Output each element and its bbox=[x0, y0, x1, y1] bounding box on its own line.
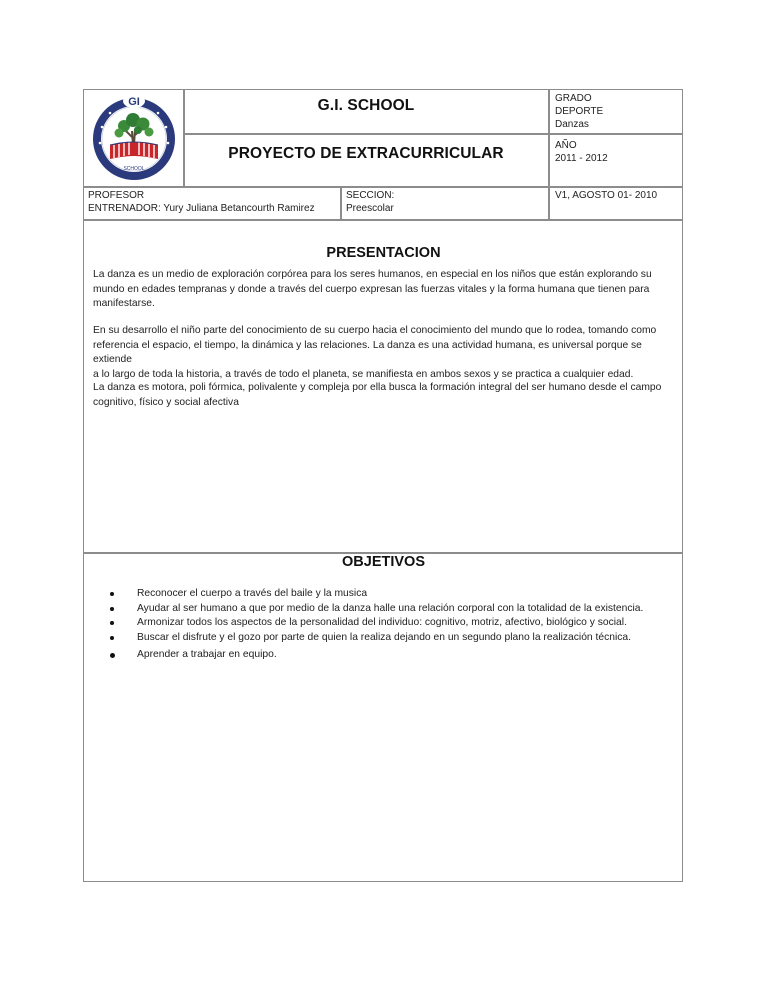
seccion-label: SECCION: bbox=[346, 190, 395, 201]
grado-sport: DEPORTE bbox=[555, 106, 604, 117]
objetivos-heading: OBJETIVOS bbox=[342, 554, 425, 570]
profesor-label: PROFESOR bbox=[88, 190, 145, 201]
list-item-text: Ayudar al ser humano a que por medio de la danza halle una relación corporal con la totalidad de la existencia. bbox=[137, 602, 644, 614]
school-name: G.I. SCHOOL bbox=[317, 97, 415, 114]
bullet-icon bbox=[110, 636, 114, 640]
text-line: En su desarrollo el niño parte del conocimiento de su cuerpo hacia el conocimiento del mundo que lo rodea, tomando como bbox=[93, 325, 657, 336]
objetivos-list bbox=[110, 587, 643, 663]
divider-header-row2 bbox=[83, 186, 683, 188]
bullet-icon bbox=[110, 607, 114, 611]
list-item-text: Reconocer el cuerpo a través del baile y la musica bbox=[137, 588, 368, 599]
school-crest-icon bbox=[88, 93, 180, 183]
text-line: a lo largo de toda la historia, a través de todo el planeta, se manifiesta en ambos sexos y se practica a cualquier edad. bbox=[93, 368, 634, 380]
text-line: La danza es motora, poli fórmica, polivalente y compleja por ella busca la formación integral del ser humano desde el campo bbox=[93, 382, 662, 393]
bullet-icon bbox=[110, 592, 114, 596]
presentacion-paragraph-3 bbox=[93, 381, 678, 410]
list-item-text: Aprender a trabajar en equipo. bbox=[137, 649, 277, 661]
divider-title-right bbox=[548, 89, 550, 219]
bullet-icon bbox=[110, 653, 115, 658]
divider-header-bottom bbox=[83, 219, 683, 221]
grado-discipline: Danzas bbox=[555, 119, 589, 130]
project-title: PROYECTO DE EXTRACURRICULAR bbox=[228, 145, 504, 162]
presentacion-paragraph-1 bbox=[93, 268, 678, 312]
text-line: La danza es un medio de exploración corpórea para los seres humanos, en especial en los niños que están explorando su bbox=[93, 269, 652, 280]
anio-cell bbox=[555, 139, 608, 165]
seccion-cell bbox=[346, 189, 394, 215]
svg-text:GI: GI bbox=[128, 96, 140, 108]
divider-title-middle bbox=[183, 133, 683, 135]
svg-text:SCHOOL: SCHOOL bbox=[123, 166, 145, 172]
list-item-text: Buscar el disfrute y el gozo por parte de quien la realiza dejando en un segundo plano la realización técnica. bbox=[137, 631, 631, 643]
divider-seccion-left bbox=[340, 186, 342, 219]
list-item bbox=[110, 648, 643, 663]
text-line: manifestarse. bbox=[93, 298, 155, 310]
text-line: mundo en edades tempranas y donde a través del cuerpo expresan las fuerzas vitales y la forma humana que tienen para bbox=[93, 283, 650, 295]
anio-value: 2011 - 2012 bbox=[555, 153, 608, 164]
anio-label: AÑO bbox=[555, 140, 577, 151]
list-item bbox=[110, 587, 643, 602]
list-item bbox=[110, 602, 643, 617]
profesor-cell bbox=[88, 189, 315, 215]
list-item bbox=[110, 631, 643, 646]
grado-cell bbox=[555, 92, 603, 131]
text-line: cognitivo, físico y social afectiva bbox=[93, 396, 239, 408]
bullet-icon bbox=[110, 621, 114, 625]
seccion-value: Preescolar bbox=[346, 203, 394, 214]
presentacion-heading: PRESENTACION bbox=[326, 245, 441, 261]
list-item-text: Armonizar todos los aspectos de la personalidad del individuo: cognitivo, motriz, afectivo, biológico y social. bbox=[137, 617, 627, 629]
version-cell: V1, AGOSTO 01- 2010 bbox=[555, 190, 658, 201]
presentacion-paragraph-2 bbox=[93, 324, 678, 382]
grado-label: GRADO bbox=[555, 93, 592, 104]
text-line: referencia el espacio, el tiempo, la dinámica y las relaciones. La danza es una actividad humana, es universal porque se extiende bbox=[93, 339, 642, 366]
list-item bbox=[110, 616, 643, 631]
profesor-value: ENTRENADOR: Yury Juliana Betancourth Ramirez bbox=[88, 203, 315, 214]
